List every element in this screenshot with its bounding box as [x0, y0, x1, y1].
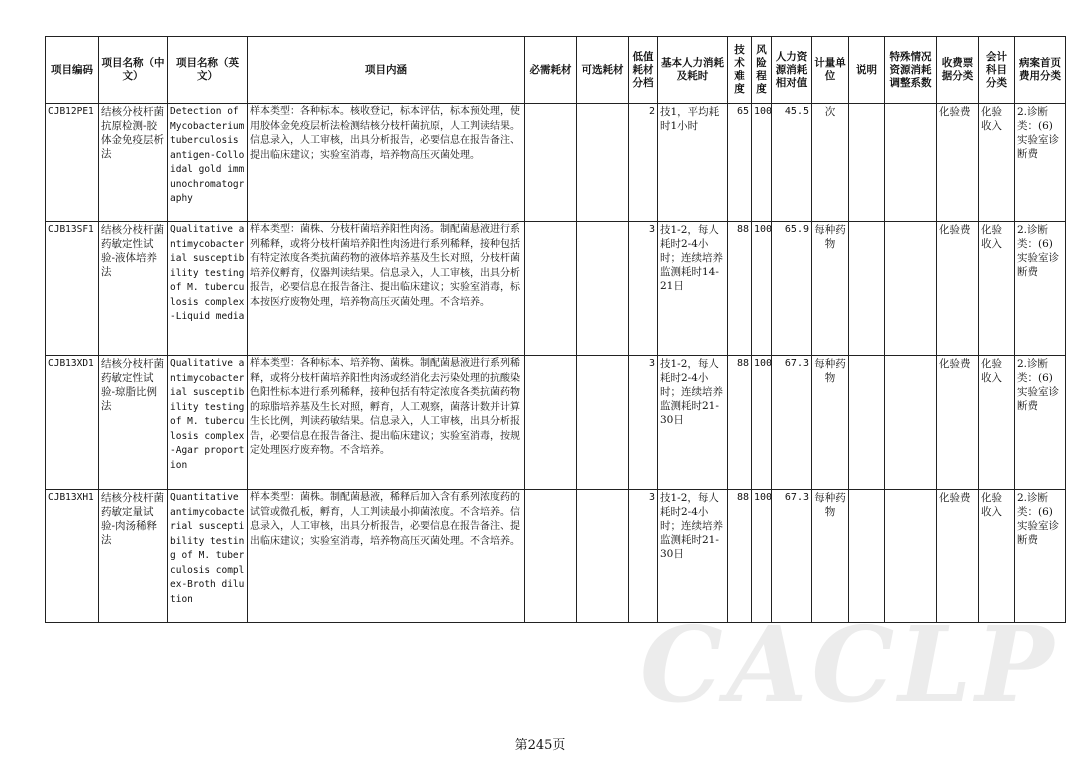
receipt-category: 化验费 — [937, 104, 979, 222]
optional-supplies — [577, 104, 629, 222]
low-value-tier: 3 — [629, 490, 658, 623]
labor-value: 65.9 — [772, 222, 812, 356]
note — [849, 104, 885, 222]
account-category: 化验收入 — [979, 490, 1015, 623]
item-name-cn: 结核分枝杆菌药敏定性试验-琼脂比例法 — [99, 356, 168, 490]
labor-value: 67.3 — [772, 356, 812, 490]
low-value-tier: 2 — [629, 104, 658, 222]
labor-value: 67.3 — [772, 490, 812, 623]
item-name-en: Quantitative antimycobacterial susceptibility testing of M. tuberculosis complex-Broth dilution — [168, 490, 248, 623]
page-number: 第245页 — [514, 738, 566, 753]
table-row — [46, 356, 1066, 490]
header-cell: 基本人力消耗及耗时 — [658, 37, 728, 104]
header-cell: 项目内涵 — [248, 37, 525, 104]
table-row — [46, 222, 1066, 356]
unit: 每种药物 — [812, 222, 849, 356]
item-name-cn: 结核分枝杆菌抗原检测-胶体金免疫层析法 — [99, 104, 168, 222]
item-code: CJB13XD1 — [46, 356, 99, 490]
item-name-cn: 结核分枝杆菌药敏定性试验-液体培养法 — [99, 222, 168, 356]
adjust-coefficient — [885, 222, 937, 356]
account-category: 化验收入 — [979, 104, 1015, 222]
item-content: 样本类型：各种标本、培养物、菌株。制配菌悬液进行系列稀释，或将分枝杆菌培养阳性肉汤或经消化去污染处理的抗酸染色阳性标本进行系列稀释，接种包括有特定浓度各类抗菌药物的琼脂培养基及生长对照，孵育，人工观察，菌落计数并计算生长比例，判读药敏结果。信息录入，人工审核，出具分析报告，必要信息在报告备注、提出临床建议；实验室消毒，按规定处理医疗废弃物。不含培养。 — [248, 356, 525, 490]
header-cell: 会计科目分类 — [979, 37, 1015, 104]
required-supplies — [525, 356, 577, 490]
header-cell: 计量单位 — [812, 37, 849, 104]
optional-supplies — [577, 356, 629, 490]
item-content: 样本类型：菌株。制配菌悬液，稀释后加入含有系列浓度药的试管或微孔板，孵育，人工判读最小抑菌浓度。不含培养。信息录入，人工审核，出具分析报告，必要信息在报告备注、提出临床建议；实验室消毒，培养物高压灭菌处理。不含培养。 — [248, 490, 525, 623]
note — [849, 356, 885, 490]
item-name-en: Detection of Mycobacterium tuberculosis antigen-Colloidal gold immunochromatography — [168, 104, 248, 222]
adjust-coefficient — [885, 356, 937, 490]
fee-table — [45, 36, 1066, 623]
record-category: 2.诊断类：(6)实验室诊断费 — [1015, 490, 1066, 623]
receipt-category: 化验费 — [937, 222, 979, 356]
record-category: 2.诊断类：(6)实验室诊断费 — [1015, 104, 1066, 222]
header-cell: 人力资源消耗相对值 — [772, 37, 812, 104]
table-row — [46, 104, 1066, 222]
required-supplies — [525, 104, 577, 222]
labor-time: 技1-2，每人耗时2-4小时；连续培养监测耗时14-21日 — [658, 222, 728, 356]
item-code: CJB13SF1 — [46, 222, 99, 356]
low-value-tier: 3 — [629, 356, 658, 490]
header-cell: 项目名称（英文） — [168, 37, 248, 104]
header-cell: 说明 — [849, 37, 885, 104]
item-name-en: Qualitative antimycobacterial susceptibility testing of M. tuberculosis complex-Agar proportion — [168, 356, 248, 490]
difficulty: 65 — [728, 104, 752, 222]
adjust-coefficient — [885, 104, 937, 222]
difficulty: 88 — [728, 222, 752, 356]
labor-time: 技1，平均耗时1小时 — [658, 104, 728, 222]
table-header-row — [46, 37, 1066, 104]
unit: 每种药物 — [812, 356, 849, 490]
labor-value: 45.5 — [772, 104, 812, 222]
receipt-category: 化验费 — [937, 356, 979, 490]
item-code: CJB12PE1 — [46, 104, 99, 222]
note — [849, 222, 885, 356]
item-name-cn: 结核分枝杆菌药敏定量试验-肉汤稀释法 — [99, 490, 168, 623]
header-cell: 特殊情况资源消耗调整系数 — [885, 37, 937, 104]
account-category: 化验收入 — [979, 222, 1015, 356]
required-supplies — [525, 222, 577, 356]
item-code: CJB13XH1 — [46, 490, 99, 623]
record-category: 2.诊断类：(6)实验室诊断费 — [1015, 222, 1066, 356]
risk: 100 — [752, 490, 772, 623]
unit: 每种药物 — [812, 490, 849, 623]
risk: 100 — [752, 356, 772, 490]
difficulty: 88 — [728, 490, 752, 623]
header-cell: 必需耗材 — [525, 37, 577, 104]
required-supplies — [525, 490, 577, 623]
header-cell: 低值耗材分档 — [629, 37, 658, 104]
risk: 100 — [752, 104, 772, 222]
header-cell: 项目编码 — [46, 37, 99, 104]
item-content: 样本类型：各种标本。核收登记，标本评估，标本预处理，使用胶体金免疫层析法检测结核分枝杆菌抗原，人工判读结果。信息录入，人工审核，出具分析报告，必要信息在报告备注、提出临床建议；实验室消毒，培养物高压灭菌处理。 — [248, 104, 525, 222]
header-cell: 病案首页费用分类 — [1015, 37, 1066, 104]
risk: 100 — [752, 222, 772, 356]
record-category: 2.诊断类：(6)实验室诊断费 — [1015, 356, 1066, 490]
header-cell: 收费票据分类 — [937, 37, 979, 104]
item-content: 样本类型：菌株、分枝杆菌培养阳性肉汤。制配菌悬液进行系列稀释，或将分枝杆菌培养阳性肉汤进行系列稀释，接种包括有特定浓度各类抗菌药物的液体培养基及生长对照，分枝杆菌培养仪孵育，仪器判读结果。信息录入，人工审核，出具分析报告，必要信息在报告备注、提出临床建议；实验室消毒，标本按医疗废物处理，培养物高压灭菌处理。不含培养。 — [248, 222, 525, 356]
receipt-category: 化验费 — [937, 490, 979, 623]
labor-time: 技1-2，每人耗时2-4小时；连续培养监测耗时21-30日 — [658, 490, 728, 623]
header-cell: 技术难度 — [728, 37, 752, 104]
difficulty: 88 — [728, 356, 752, 490]
header-cell: 风险程度 — [752, 37, 772, 104]
item-name-en: Qualitative antimycobacterial susceptibility testing of M. tuberculosis complex-Liquid media — [168, 222, 248, 356]
optional-supplies — [577, 490, 629, 623]
account-category: 化验收入 — [979, 356, 1015, 490]
header-cell: 可选耗材 — [577, 37, 629, 104]
low-value-tier: 3 — [629, 222, 658, 356]
labor-time: 技1-2，每人耗时2-4小时；连续培养监测耗时21-30日 — [658, 356, 728, 490]
header-cell: 项目名称（中文） — [99, 37, 168, 104]
watermark-logo: CACLP — [640, 603, 1058, 726]
unit: 次 — [812, 104, 849, 222]
optional-supplies — [577, 222, 629, 356]
